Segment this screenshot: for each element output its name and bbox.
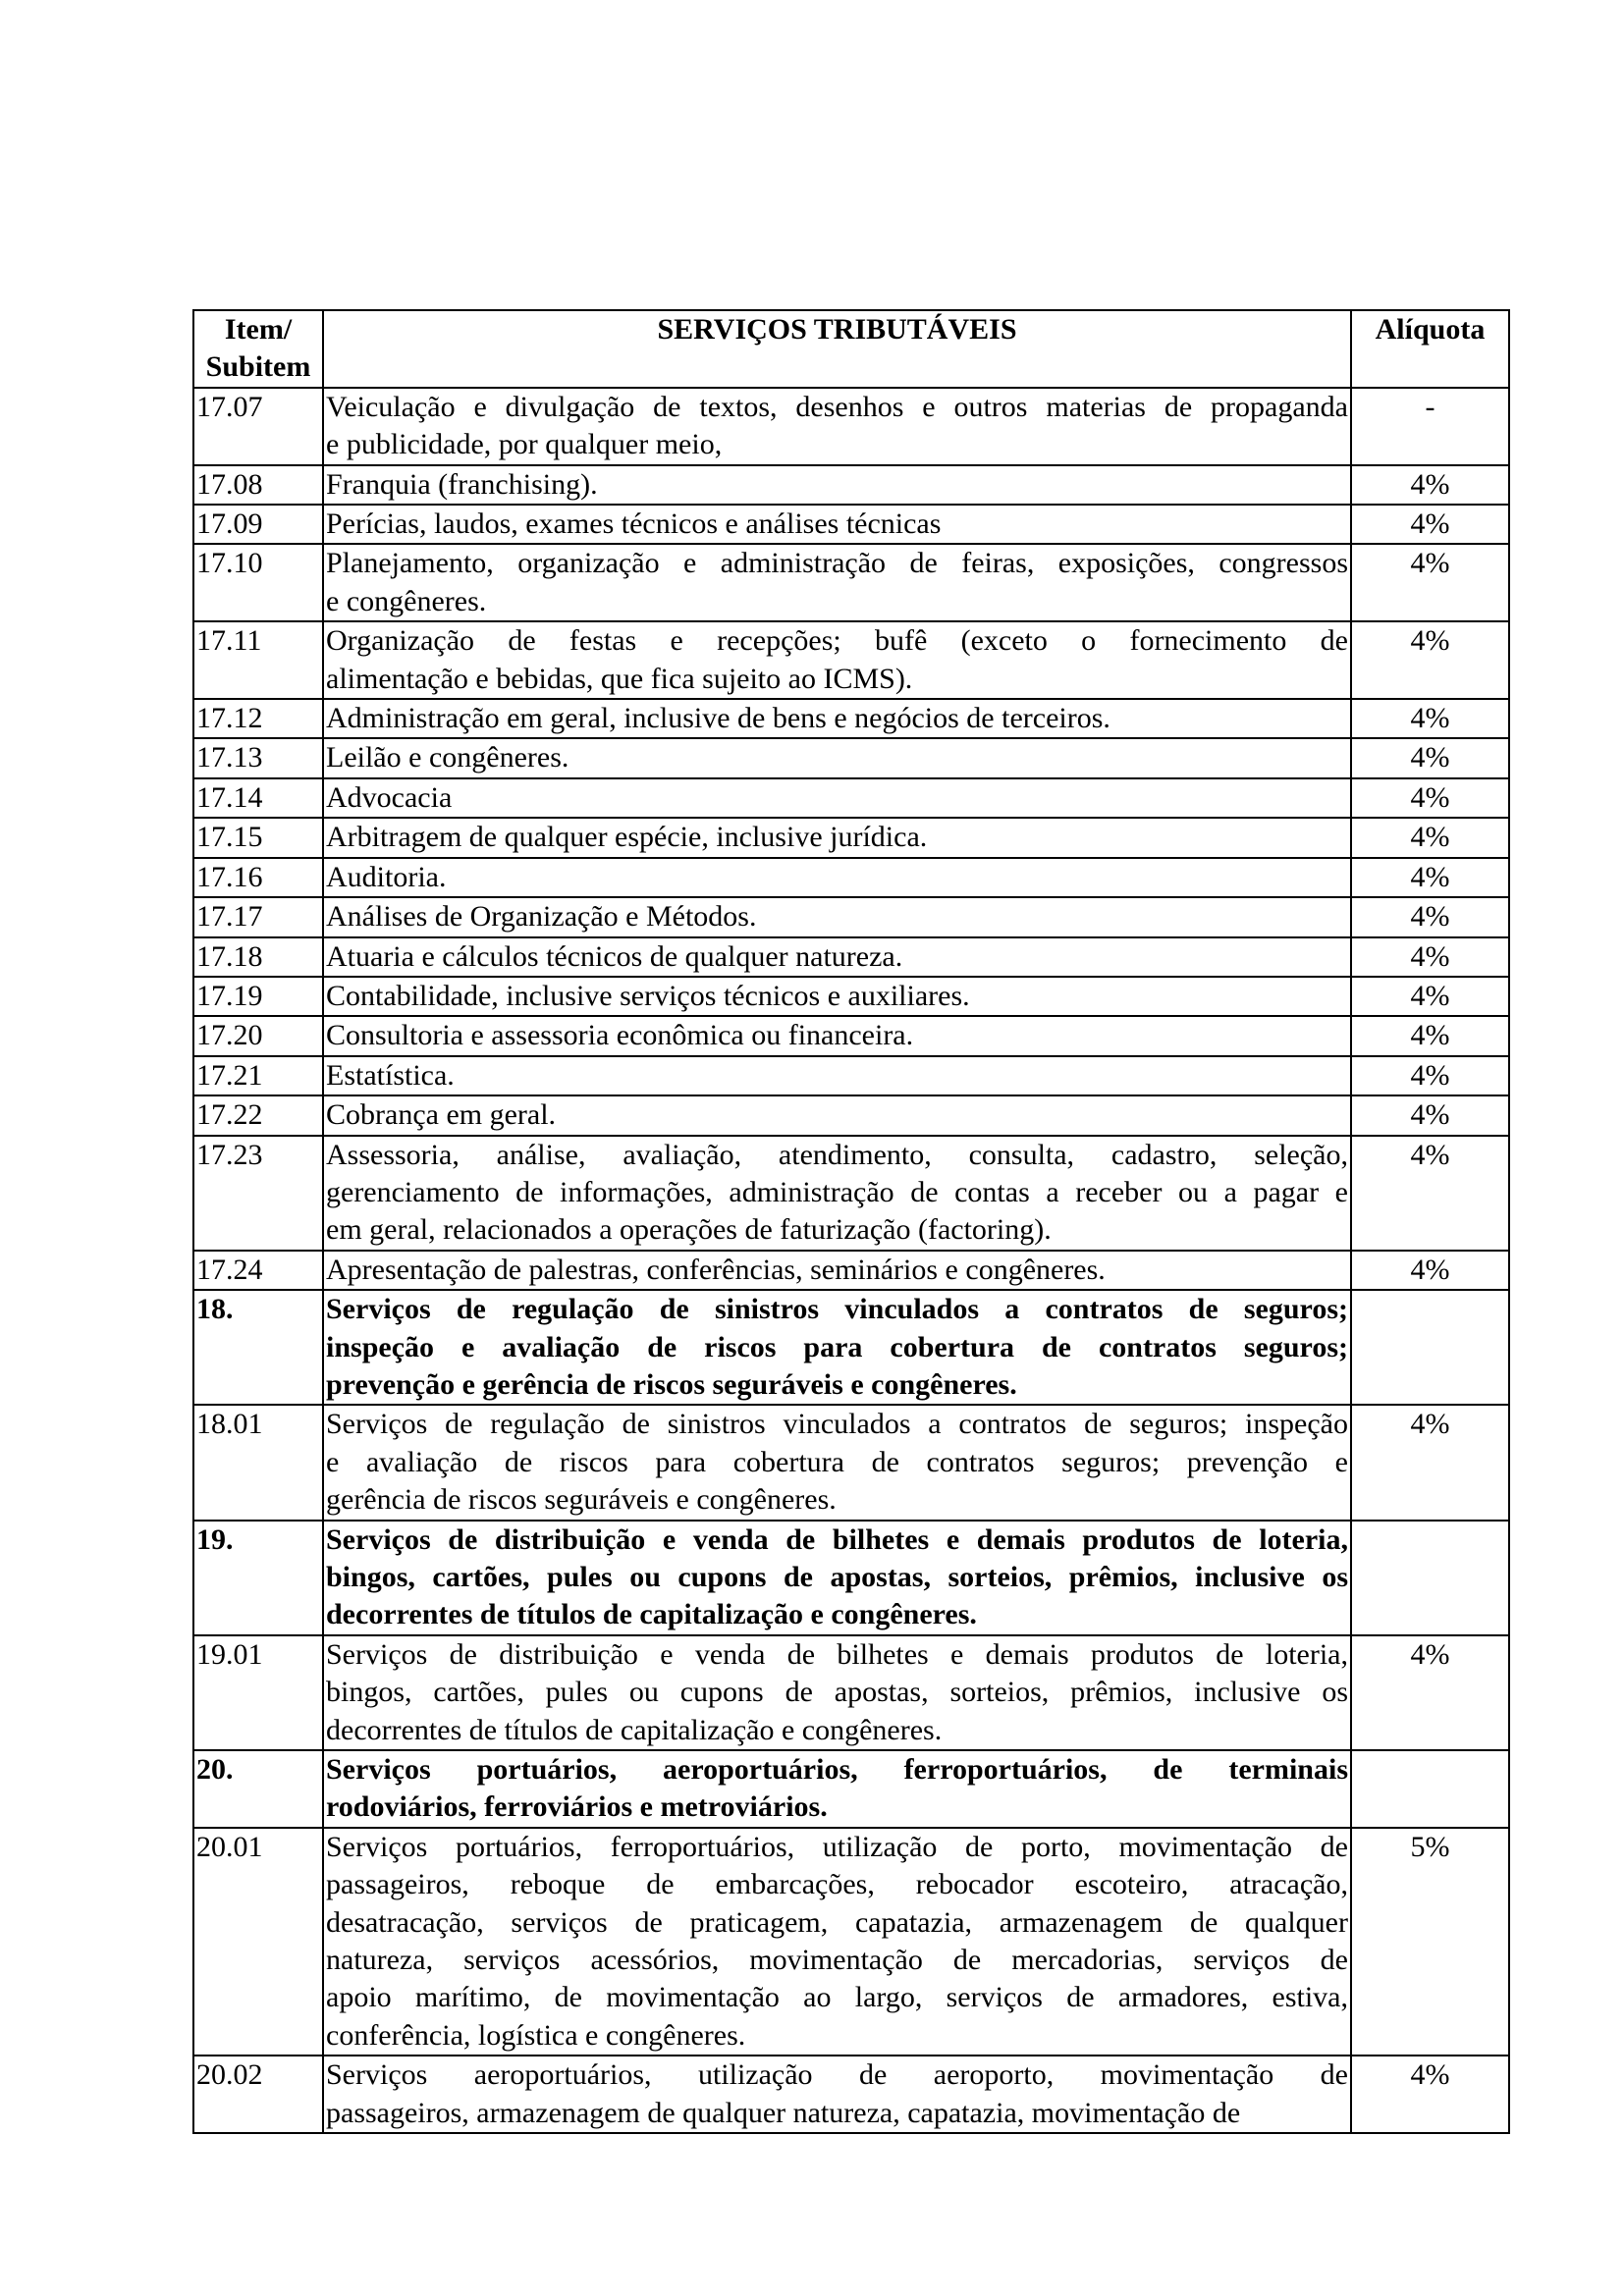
item-code-cell: 17.22 xyxy=(193,1095,323,1135)
table-row xyxy=(193,1635,1509,1750)
table-row xyxy=(193,1405,1509,1520)
item-code-cell: 17.10 xyxy=(193,544,323,621)
tax-rate-cell: 4% xyxy=(1351,1635,1509,1750)
table-row xyxy=(193,1095,1509,1135)
description-line: Serviços de regulação de sinistros vinculados a contratos de seguros; inspeção xyxy=(326,1408,1348,1441)
description-line: Serviços portuários, ferroportuários, utilização de porto, movimentação de xyxy=(326,1830,1348,1863)
item-code-cell: 20.02 xyxy=(193,2056,323,2133)
tax-rate-cell: - xyxy=(1351,388,1509,465)
service-description-cell xyxy=(323,1056,1351,1095)
tax-rate-cell: 4% xyxy=(1351,505,1509,544)
table-row xyxy=(193,778,1509,818)
description-line: Advocacia xyxy=(326,780,453,814)
description-line: gerenciamento de informações, administração de contas a receber ou a pagar e xyxy=(326,1175,1348,1208)
table-row xyxy=(193,1828,1509,2056)
tax-rate-cell: 4% xyxy=(1351,738,1509,777)
description-line: Planejamento, organização e administração de feiras, exposições, congressos xyxy=(326,547,1348,580)
description-line: desatracação, serviços de praticagem, capatazia, armazenagem de qualquer xyxy=(326,1905,1348,1939)
service-description-cell xyxy=(323,937,1351,977)
table-row xyxy=(193,897,1509,936)
tax-rate-cell: 4% xyxy=(1351,858,1509,897)
tax-rate-cell: 4% xyxy=(1351,465,1509,505)
description-line: conferência, logística e congêneres. xyxy=(326,2018,746,2052)
tax-rate-cell: 4% xyxy=(1351,544,1509,621)
description-line: Organização de festas e recepções; bufê (exceto o fornecimento de xyxy=(326,624,1348,658)
service-description-cell xyxy=(323,465,1351,505)
description-line: e avaliação de riscos para cobertura de contratos seguros; prevenção e xyxy=(326,1445,1348,1478)
item-code-cell: 18.01 xyxy=(193,1405,323,1520)
description-line: Franquia (franchising). xyxy=(326,467,598,501)
service-description-cell xyxy=(323,505,1351,544)
table-row xyxy=(193,937,1509,977)
description-line: Análises de Organização e Métodos. xyxy=(326,900,757,934)
table-group-row xyxy=(193,1750,1509,1828)
item-code-cell: 17.24 xyxy=(193,1251,323,1290)
service-description-cell xyxy=(323,1136,1351,1251)
table-row xyxy=(193,977,1509,1016)
table-row xyxy=(193,1136,1509,1251)
table-row xyxy=(193,2056,1509,2133)
header-description: SERVIÇOS TRIBUTÁVEIS xyxy=(323,310,1351,388)
description-line: Serviços de regulação de sinistros vinculados a contratos de seguros; xyxy=(326,1293,1348,1326)
tax-rate-cell: 4% xyxy=(1351,1095,1509,1135)
description-line: bingos, cartões, pules ou cupons de apostas, sorteios, prêmios, inclusive os xyxy=(326,1676,1348,1709)
service-description-cell xyxy=(323,2056,1351,2133)
services-tax-table xyxy=(192,309,1510,2134)
description-line: prevenção e gerência de riscos seguráveis e congêneres. xyxy=(326,1367,1017,1401)
service-description-cell xyxy=(323,544,1351,621)
tax-rate-cell: 4% xyxy=(1351,2056,1509,2133)
tax-rate-cell xyxy=(1351,1290,1509,1405)
tax-rate-cell: 4% xyxy=(1351,778,1509,818)
header-item-subitem xyxy=(193,310,323,388)
service-description-cell xyxy=(323,1290,1351,1405)
service-description-cell xyxy=(323,1251,1351,1290)
description-line: bingos, cartões, pules ou cupons de apostas, sorteios, prêmios, inclusive os xyxy=(326,1561,1348,1593)
description-line: Serviços de distribuição e venda de bilhetes e demais produtos de loteria, xyxy=(326,1522,1348,1556)
table-row xyxy=(193,544,1509,621)
description-line: apoio marítimo, de movimentação ao largo, serviços de armadores, estiva, xyxy=(326,1981,1348,2014)
description-line: Arbitragem de qualquer espécie, inclusive jurídica. xyxy=(326,821,928,854)
table-row xyxy=(193,858,1509,897)
description-line: Auditoria. xyxy=(326,860,447,893)
table-row xyxy=(193,465,1509,505)
service-description-cell xyxy=(323,1521,1351,1635)
description-line: decorrentes de títulos de capitalização e congêneres. xyxy=(326,1713,943,1746)
service-description-cell xyxy=(323,897,1351,936)
description-line: alimentação e bebidas, que fica sujeito ao ICMS). xyxy=(326,662,913,695)
item-code-cell: 17.07 xyxy=(193,388,323,465)
table-row xyxy=(193,388,1509,465)
description-line: Serviços aeroportuários, utilização de aeroporto, movimentação de xyxy=(326,2058,1348,2092)
item-code-cell: 20.01 xyxy=(193,1828,323,2056)
table-row xyxy=(193,1056,1509,1095)
item-code-cell: 17.18 xyxy=(193,937,323,977)
description-line: rodoviários, ferroviários e metroviários. xyxy=(326,1790,828,1824)
tax-rate-cell: 4% xyxy=(1351,937,1509,977)
description-line: natureza, serviços acessórios, movimentação de mercadorias, serviços de xyxy=(326,1944,1348,1977)
item-code-cell: 17.15 xyxy=(193,818,323,857)
item-code-cell: 17.17 xyxy=(193,897,323,936)
service-description-cell xyxy=(323,977,1351,1016)
table-row xyxy=(193,1251,1509,1290)
header-item-line1: Item/ xyxy=(224,313,293,346)
service-description-cell xyxy=(323,1016,1351,1055)
tax-rate-cell xyxy=(1351,1750,1509,1828)
item-code-cell: 18. xyxy=(193,1290,323,1405)
service-description-cell xyxy=(323,621,1351,699)
item-code-cell: 17.23 xyxy=(193,1136,323,1251)
table-row xyxy=(193,818,1509,857)
tax-rate-cell: 4% xyxy=(1351,1056,1509,1095)
service-description-cell xyxy=(323,778,1351,818)
service-description-cell xyxy=(323,1405,1351,1520)
service-description-cell xyxy=(323,1828,1351,2056)
item-code-cell: 17.12 xyxy=(193,699,323,738)
table-row xyxy=(193,738,1509,777)
description-line: em geral, relacionados a operações de faturização (factoring). xyxy=(326,1213,1052,1247)
tax-rate-cell: 4% xyxy=(1351,897,1509,936)
tax-rate-cell: 4% xyxy=(1351,977,1509,1016)
table-row xyxy=(193,505,1509,544)
description-line: Contabilidade, inclusive serviços técnicos e auxiliares. xyxy=(326,979,970,1012)
item-code-cell: 17.08 xyxy=(193,465,323,505)
description-line: Leilão e congêneres. xyxy=(326,741,569,774)
service-description-cell xyxy=(323,1750,1351,1828)
description-line: e congêneres. xyxy=(326,584,487,617)
tax-rate-cell: 5% xyxy=(1351,1828,1509,2056)
description-line: Consultoria e assessoria econômica ou financeira. xyxy=(326,1019,914,1052)
tax-rate-cell: 4% xyxy=(1351,699,1509,738)
item-code-cell: 20. xyxy=(193,1750,323,1828)
description-line: Estatística. xyxy=(326,1058,455,1092)
tax-rate-cell: 4% xyxy=(1351,1016,1509,1055)
tax-rate-cell: 4% xyxy=(1351,1251,1509,1290)
item-code-cell: 17.14 xyxy=(193,778,323,818)
description-line: Serviços portuários, aeroportuários, ferroportuários, de terminais xyxy=(326,1753,1348,1787)
description-line: Serviços de distribuição e venda de bilhetes e demais produtos de loteria, xyxy=(326,1637,1348,1671)
tax-rate-cell: 4% xyxy=(1351,818,1509,857)
service-description-cell xyxy=(323,699,1351,738)
description-line: decorrentes de títulos de capitalização e congêneres. xyxy=(326,1598,977,1631)
description-line: e publicidade, por qualquer meio, xyxy=(326,428,723,461)
table-row xyxy=(193,1016,1509,1055)
item-code-cell: 17.19 xyxy=(193,977,323,1016)
description-line: gerência de riscos seguráveis e congêneres. xyxy=(326,1483,837,1517)
item-code-cell: 19. xyxy=(193,1521,323,1635)
service-description-cell xyxy=(323,1095,1351,1135)
description-line: Cobrança em geral. xyxy=(326,1098,557,1132)
table-body xyxy=(193,388,1509,2133)
description-line: Veiculação e divulgação de textos, desenhos e outros materias de propaganda xyxy=(326,390,1348,423)
description-line: passageiros, armazenagem de qualquer natureza, capatazia, movimentação de xyxy=(326,2096,1241,2129)
item-code-cell: 17.21 xyxy=(193,1056,323,1095)
tax-rate-cell: 4% xyxy=(1351,621,1509,699)
description-line: passageiros, reboque de embarcações, rebocador escoteiro, atracação, xyxy=(326,1868,1348,1901)
service-description-cell xyxy=(323,818,1351,857)
item-code-cell: 19.01 xyxy=(193,1635,323,1750)
service-description-cell xyxy=(323,388,1351,465)
item-code-cell: 17.09 xyxy=(193,505,323,544)
description-line: Assessoria, análise, avaliação, atendimento, consulta, cadastro, seleção, xyxy=(326,1138,1348,1171)
item-code-cell: 17.20 xyxy=(193,1016,323,1055)
table-row xyxy=(193,699,1509,738)
description-line: Administração em geral, inclusive de bens e negócios de terceiros. xyxy=(326,702,1110,735)
table-group-row xyxy=(193,1290,1509,1405)
item-code-cell: 17.16 xyxy=(193,858,323,897)
service-description-cell xyxy=(323,858,1351,897)
service-description-cell xyxy=(323,1635,1351,1750)
description-line: inspeção e avaliação de riscos para cobertura de contratos seguros; xyxy=(326,1330,1348,1363)
item-code-cell: 17.13 xyxy=(193,738,323,777)
description-line: Perícias, laudos, exames técnicos e análises técnicas xyxy=(326,507,942,541)
table-row xyxy=(193,621,1509,699)
table-header-row xyxy=(193,310,1509,388)
header-item-line2: Subitem xyxy=(205,350,311,384)
tax-rate-cell xyxy=(1351,1521,1509,1635)
tax-rate-cell: 4% xyxy=(1351,1405,1509,1520)
header-rate: Alíquota xyxy=(1351,310,1509,388)
table-group-row xyxy=(193,1521,1509,1635)
description-line: Atuaria e cálculos técnicos de qualquer natureza. xyxy=(326,939,903,973)
item-code-cell: 17.11 xyxy=(193,621,323,699)
tax-rate-cell: 4% xyxy=(1351,1136,1509,1251)
service-description-cell xyxy=(323,738,1351,777)
description-line: Apresentação de palestras, conferências, seminários e congêneres. xyxy=(326,1253,1106,1286)
